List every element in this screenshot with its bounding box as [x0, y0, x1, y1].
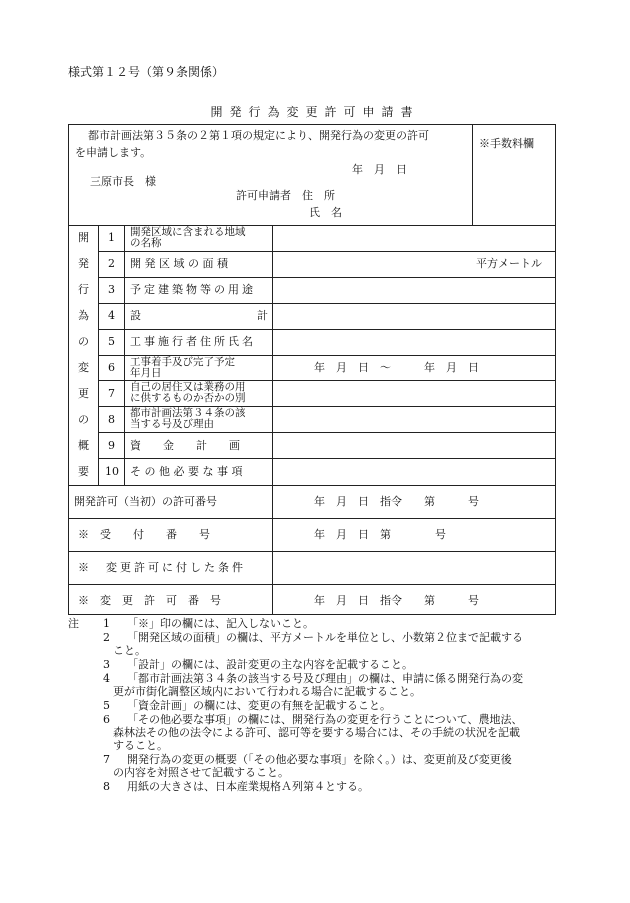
note-text: すること。	[113, 739, 168, 752]
divider	[68, 485, 556, 486]
applicant-name-label: 氏 名	[309, 206, 342, 219]
addressee: 三原市長 様	[90, 175, 156, 188]
overview-vertical-char: 更	[78, 387, 89, 400]
note-text: 用紙の大きさは、日本産業規格Ａ列第４とする。	[127, 780, 369, 793]
divider	[98, 432, 556, 433]
page-title: 開発行為変更許可申請書	[210, 105, 420, 119]
row-number: 3	[108, 283, 115, 296]
note-number: 1	[103, 617, 110, 630]
note-text: 森林法その他の法令による許可、認可等を要する場合には、その手続の状況を記載	[113, 726, 520, 739]
row-number: 10	[105, 465, 119, 478]
reception-number-label: ※ 受 付 番 号	[78, 528, 210, 541]
row-number: 7	[108, 387, 115, 400]
divider	[68, 551, 556, 552]
divider	[98, 303, 556, 304]
note-text: 「設計」の欄には、設計変更の主な内容を記載すること。	[127, 658, 413, 671]
original-permit-number-value: 年 月 日 指令 第 号	[314, 495, 479, 508]
note-number: 5	[103, 699, 110, 712]
row-label: 開発区域に含まれる地域	[130, 226, 246, 238]
overview-vertical-char: 概	[78, 439, 89, 452]
divider	[98, 329, 556, 330]
row-number: 1	[108, 231, 115, 244]
note-number: 7	[103, 753, 110, 766]
application-date: 年 月 日	[352, 163, 407, 176]
row-label: そ の 他 必 要 な 事 項	[130, 465, 243, 478]
divider	[68, 518, 556, 519]
note-number: 6	[103, 713, 110, 726]
overview-vertical-char: の	[78, 335, 89, 348]
intro-line1: 都市計画法第３５条の２第１項の規定により、開発行為の変更の許可	[88, 129, 429, 142]
intro-line2: を申請します。	[75, 146, 152, 159]
construction-period: 年 月 日 ～ 年 月 日	[314, 361, 479, 374]
note-text: 「※」印の欄には、記入しないこと。	[127, 617, 314, 630]
row-number: 5	[108, 335, 115, 348]
note-text: 「開発区域の面積」の欄は、平方メートルを単位とし、小数第２位まで記載する	[127, 631, 523, 644]
note-number: 3	[103, 658, 110, 671]
row-label: 自己の居住又は業務の用	[130, 381, 246, 393]
divider	[68, 584, 556, 585]
divider	[472, 124, 473, 225]
note-number: 4	[103, 672, 110, 685]
row-label: 開 発 区 域 の 面 積	[130, 257, 228, 270]
divider	[98, 277, 556, 278]
note-text: 更が市街化調整区域内において行われる場合に記載すること。	[113, 685, 421, 698]
overview-vertical-char: の	[78, 413, 89, 426]
applicant-address-label: 許可申請者 住 所	[236, 189, 335, 202]
row-label: 都市計画法第３４条の該	[130, 407, 246, 419]
note-text: こと。	[113, 644, 146, 657]
overview-vertical-char: 変	[78, 361, 89, 374]
overview-vertical-char: 為	[78, 309, 89, 322]
row-number: 8	[108, 413, 115, 426]
divider	[272, 225, 273, 615]
change-permit-number-value: 年 月 日 指令 第 号	[314, 594, 479, 607]
row-label: 設	[130, 309, 141, 322]
row-number: 6	[108, 361, 115, 374]
form-number: 様式第１２号（第９条関係）	[68, 65, 225, 79]
overview-vertical-char: 発	[78, 257, 89, 270]
note-text: の内容を対照させて記載すること。	[113, 766, 289, 779]
note-text: 「都市計画法第３４条の該当する号及び理由」の欄は、申請に係る開発行為の変	[127, 672, 523, 685]
note-number: 8	[103, 780, 110, 793]
row-number: 9	[108, 439, 115, 452]
row-label: の名称	[130, 237, 162, 249]
row-label: に供するものか否かの別	[130, 392, 246, 404]
change-permit-number-label: ※ 変 更 許 可 番 号	[78, 594, 221, 607]
row-number: 2	[108, 257, 115, 270]
overview-vertical-char: 要	[78, 465, 89, 478]
note-text: 「その他必要な事項」の欄には、開発行為の変更を行うことについて、農地法、	[127, 713, 523, 726]
divider	[98, 225, 99, 485]
overview-vertical-char: 開	[78, 231, 89, 244]
row-label: 工事施行者住所氏名	[130, 335, 256, 348]
notes-prefix: 注	[68, 617, 79, 630]
row-label: 予定建築物等の用途	[130, 283, 256, 296]
note-text: 開発行為の変更の概要（「その他必要な事項」を除く。）は、変更前及び変更後	[127, 753, 512, 766]
divider	[98, 458, 556, 459]
original-permit-number-label: 開発許可（当初）の許可番号	[74, 495, 217, 508]
permit-conditions-label: ※ 変更許可に付した条件	[78, 561, 246, 574]
row-label: 計	[257, 309, 268, 322]
overview-vertical-char: 行	[78, 283, 89, 296]
row-number: 4	[108, 309, 115, 322]
divider	[124, 225, 125, 485]
note-text: 「資金計画」の欄には、変更の有無を記載すること。	[127, 699, 391, 712]
area-unit: 平方メートル	[476, 257, 542, 270]
divider	[98, 251, 556, 252]
row-label: 工事着手及び完了予定	[130, 356, 235, 368]
reception-number-value: 年 月 日 第 号	[314, 528, 446, 541]
row-label: 当する号及び理由	[130, 418, 214, 430]
fee-label: ※手数料欄	[479, 137, 534, 150]
row-label: 資 金 計 画	[130, 439, 240, 452]
note-number: 2	[103, 631, 110, 644]
row-label: 年月日	[130, 367, 162, 379]
